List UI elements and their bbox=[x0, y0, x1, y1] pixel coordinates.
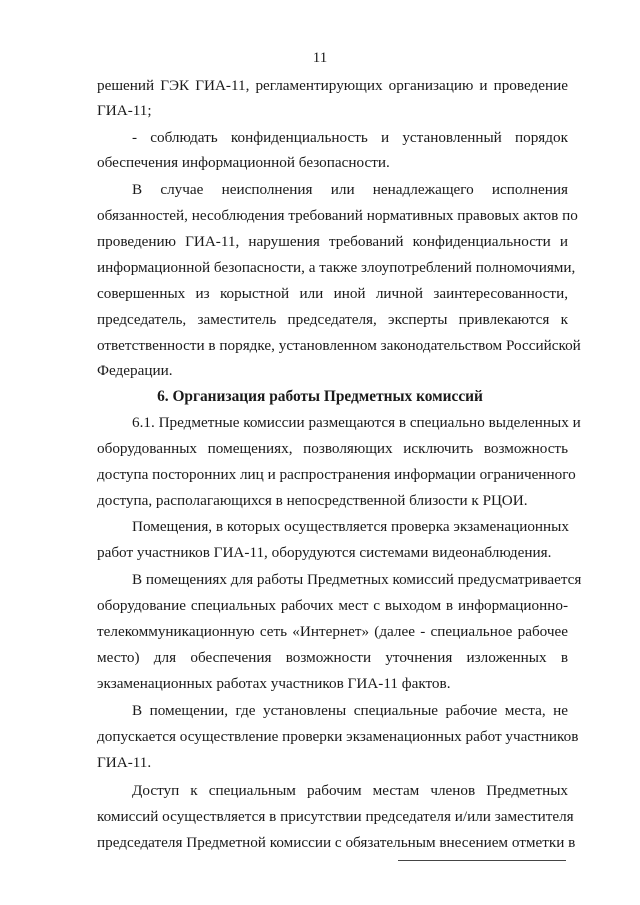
text-line: ГИА-11. bbox=[97, 754, 152, 771]
section-heading: 6. Организация работы Предметных комиссий bbox=[157, 388, 483, 405]
text-line: допускается осуществление проверки экзаменационных работ участников bbox=[97, 728, 579, 745]
text-line: доступа, располагающихся в непосредственной близости к РЦОИ. bbox=[97, 492, 528, 509]
text-line: экзаменационных работах участников ГИА-11 фактов. bbox=[97, 675, 451, 692]
text-line: Федерации. bbox=[97, 362, 173, 379]
text-line: В помещениях для работы Предметных комиссий предусматривается bbox=[132, 571, 582, 588]
text-line: ответственности в порядке, установленном законодательством Российской bbox=[97, 337, 581, 354]
text-line: оборудование специальных рабочих мест с выходом в информационно- bbox=[97, 597, 568, 614]
text-line: оборудованных помещениях, позволяющих исключить возможность bbox=[97, 440, 568, 457]
text-line: работ участников ГИА-11, оборудуются системами видеонаблюдения. bbox=[97, 544, 552, 561]
footer-rule bbox=[398, 860, 566, 861]
text-line: обязанностей, несоблюдения требований нормативных правовых актов по bbox=[97, 207, 578, 224]
text-line: информационной безопасности, а также злоупотреблений полномочиями, bbox=[97, 259, 576, 276]
text-line: председатель, заместитель председателя, эксперты привлекаются к bbox=[97, 311, 568, 328]
text-line: телекоммуникационную сеть «Интернет» (далее - специальное рабочее bbox=[97, 623, 568, 640]
text-line: Доступ к специальным рабочим местам членов Предметных bbox=[132, 782, 568, 799]
text-line: доступа посторонних лиц и распространения информации ограниченного bbox=[97, 466, 576, 483]
text-line: - соблюдать конфиденциальность и установленный порядок bbox=[132, 129, 568, 146]
text-line: комиссий осуществляется в присутствии председателя и/или заместителя bbox=[97, 808, 574, 825]
page-number: 11 bbox=[312, 50, 328, 66]
text-line: проведению ГИА-11, нарушения требований конфиденциальности и bbox=[97, 233, 568, 250]
text-line: место) для обеспечения возможности уточнения изложенных в bbox=[97, 649, 568, 666]
text-line: председателя Предметной комиссии с обязательным внесением отметки в bbox=[97, 834, 576, 851]
text-line: совершенных из корыстной или иной личной заинтересованности, bbox=[97, 285, 568, 302]
text-line: В помещении, где установлены специальные рабочие места, не bbox=[132, 702, 568, 719]
text-line: Помещения, в которых осуществляется проверка экзаменационных bbox=[132, 518, 569, 535]
text-line: обеспечения информационной безопасности. bbox=[97, 154, 390, 171]
text-line: В случае неисполнения или ненадлежащего исполнения bbox=[132, 181, 568, 198]
text-line: решений ГЭК ГИА-11, регламентирующих организацию и проведение bbox=[97, 77, 568, 94]
text-line: ГИА-11; bbox=[97, 102, 152, 119]
text-line: 6.1. Предметные комиссии размещаются в специально выделенных и bbox=[132, 414, 581, 431]
